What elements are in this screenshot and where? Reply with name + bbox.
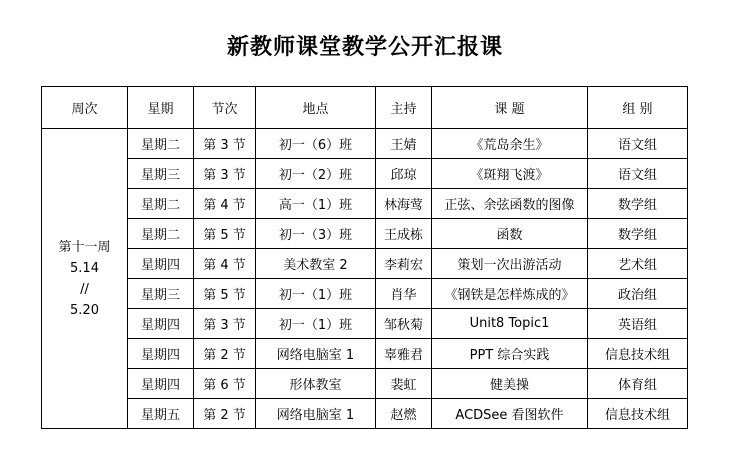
cell-day: 星期四	[128, 369, 194, 399]
week-cell	[42, 129, 128, 429]
cell-location: 形体教室	[256, 369, 376, 399]
header-location: 地点	[256, 87, 376, 129]
cell-period: 第 5 节	[194, 219, 256, 249]
cell-topic: Unit8 Topic1	[432, 309, 588, 339]
cell-period: 第 5 节	[194, 279, 256, 309]
cell-location: 初一（6）班	[256, 129, 376, 159]
cell-day: 星期二	[128, 219, 194, 249]
cell-period: 第 2 节	[194, 399, 256, 429]
cell-group: 信息技术组	[588, 339, 688, 369]
cell-topic: 《荒岛余生》	[432, 129, 588, 159]
cell-day: 星期三	[128, 279, 194, 309]
cell-location: 初一（3）班	[256, 219, 376, 249]
cell-topic: ACDSee 看图软件	[432, 399, 588, 429]
cell-group: 语文组	[588, 159, 688, 189]
cell-day: 星期四	[128, 339, 194, 369]
week-label: 第十一周	[58, 239, 111, 255]
cell-group: 体育组	[588, 369, 688, 399]
header-week: 周次	[42, 87, 128, 129]
schedule-body	[42, 129, 688, 429]
cell-group: 政治组	[588, 279, 688, 309]
cell-location: 初一（1）班	[256, 309, 376, 339]
week-separator: //	[80, 281, 89, 297]
cell-day: 星期四	[128, 309, 194, 339]
cell-location: 网络电脑室 1	[256, 399, 376, 429]
cell-host: 王成栋	[376, 219, 432, 249]
header-row	[42, 87, 688, 129]
cell-host: 裴虹	[376, 369, 432, 399]
cell-period: 第 6 节	[194, 369, 256, 399]
table-row	[42, 219, 688, 249]
cell-period: 第 3 节	[194, 129, 256, 159]
cell-topic: 《斑翔飞渡》	[432, 159, 588, 189]
cell-day: 星期五	[128, 399, 194, 429]
week-end-date: 5.20	[70, 302, 99, 318]
schedule-table	[41, 86, 688, 429]
cell-group: 数学组	[588, 189, 688, 219]
header-period: 节次	[194, 87, 256, 129]
cell-location: 高一（1）班	[256, 189, 376, 219]
header-group: 组 别	[588, 87, 688, 129]
cell-period: 第 2 节	[194, 339, 256, 369]
cell-location: 美术教室 2	[256, 249, 376, 279]
cell-period: 第 3 节	[194, 159, 256, 189]
table-row	[42, 309, 688, 339]
cell-location: 初一（2）班	[256, 159, 376, 189]
header-topic: 课 题	[432, 87, 588, 129]
cell-day: 星期四	[128, 249, 194, 279]
table-row	[42, 249, 688, 279]
page-title: 新教师课堂教学公开汇报课	[226, 34, 503, 60]
table-row	[42, 339, 688, 369]
cell-topic: 《钢铁是怎样炼成的》	[432, 279, 588, 309]
table-row	[42, 369, 688, 399]
cell-location: 网络电脑室 1	[256, 339, 376, 369]
cell-group: 信息技术组	[588, 399, 688, 429]
cell-topic: PPT 综合实践	[432, 339, 588, 369]
cell-host: 王婧	[376, 129, 432, 159]
cell-period: 第 4 节	[194, 249, 256, 279]
cell-topic: 正弦、余弦函数的图像	[432, 189, 588, 219]
cell-period: 第 3 节	[194, 309, 256, 339]
table-row	[42, 279, 688, 309]
cell-group: 语文组	[588, 129, 688, 159]
table-row	[42, 399, 688, 429]
cell-day: 星期二	[128, 189, 194, 219]
table-row	[42, 129, 688, 159]
cell-group: 艺术组	[588, 249, 688, 279]
header-day: 星期	[128, 87, 194, 129]
table-row	[42, 189, 688, 219]
cell-day: 星期二	[128, 129, 194, 159]
week-start-date: 5.14	[70, 260, 99, 276]
cell-group: 英语组	[588, 309, 688, 339]
table-row	[42, 159, 688, 189]
cell-location: 初一（1）班	[256, 279, 376, 309]
cell-group: 数学组	[588, 219, 688, 249]
cell-day: 星期三	[128, 159, 194, 189]
cell-topic: 策划一次出游活动	[432, 249, 588, 279]
cell-host: 邱琼	[376, 159, 432, 189]
cell-host: 赵燃	[376, 399, 432, 429]
cell-topic: 健美操	[432, 369, 588, 399]
cell-host: 林海莺	[376, 189, 432, 219]
cell-host: 肖华	[376, 279, 432, 309]
cell-host: 辜雅君	[376, 339, 432, 369]
cell-topic: 函数	[432, 219, 588, 249]
cell-host: 李莉宏	[376, 249, 432, 279]
cell-host: 邹秋菊	[376, 309, 432, 339]
header-host: 主持	[376, 87, 432, 129]
cell-period: 第 4 节	[194, 189, 256, 219]
